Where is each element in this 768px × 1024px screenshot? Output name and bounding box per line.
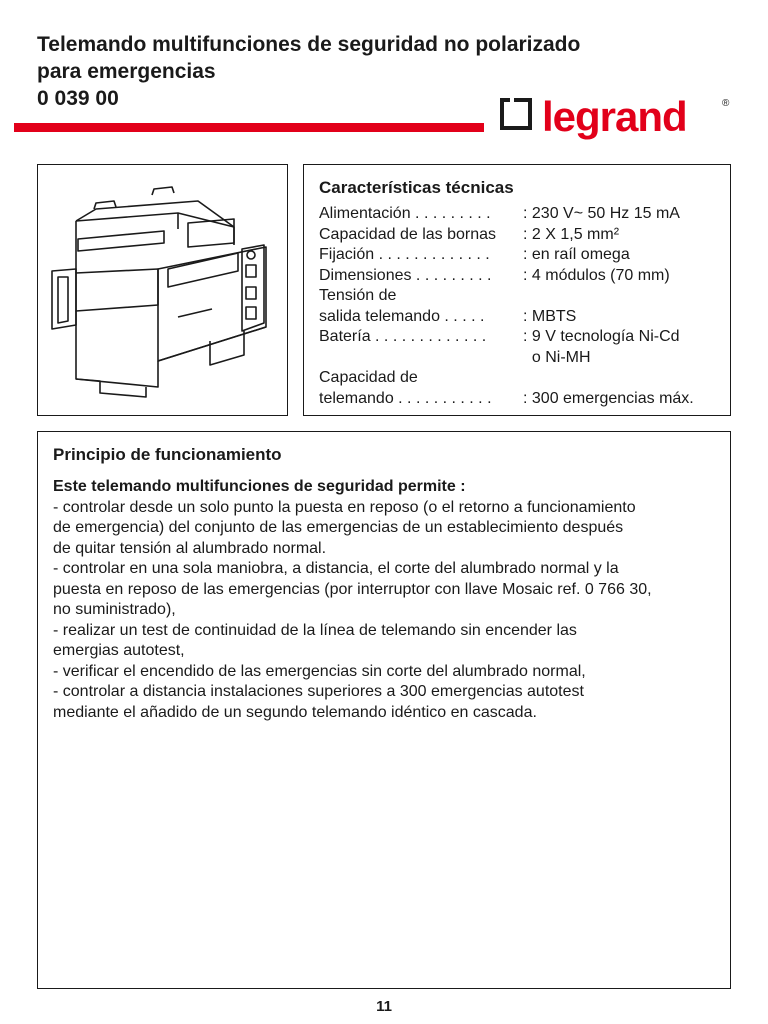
product-reference: 0 039 00 [37,87,119,110]
principle-line: - controlar desde un solo punto la puesta en reposo (o el retorno a funcionamiento [53,498,636,516]
operating-principle-box [37,431,731,989]
title-line-1: Telemando multifunciones de seguridad no polarizado [37,33,581,56]
principle-line: puesta en reposo de las emergencias (por interruptor con llave Mosaic ref. 0 766 30, [53,580,652,598]
principle-lead: Este telemando multifunciones de seguridad permite : [53,478,466,495]
principle-line: no suministrado), [53,601,176,618]
principle-body [53,477,725,723]
din-rail-module-illustration-icon [38,165,286,414]
principle-line: - verificar el encendido de las emergencias sin corte del alumbrado normal, [53,662,586,680]
spec-value: : 300 emergencias máx. [523,389,694,407]
logo-wordmark: legrand [542,93,687,140]
spec-label: Capacidad de las bornas [319,225,497,243]
spec-label: salida telemando . . . . . [319,307,485,325]
specs-heading: Características técnicas [319,178,514,197]
spec-label: Dimensiones . . . . . . . . . [319,266,492,284]
spec-label: Batería . . . . . . . . . . . . . [319,328,487,345]
principle-line: de emergencia) del conjunto de las emergencias de un establecimiento después [53,519,624,536]
principle-line: - controlar a distancia instalaciones superiores a 300 emergencias autotest [53,683,584,700]
spec-value: : MBTS [523,307,577,325]
principle-line: - controlar en una sola maniobra, a distancia, el corte del alumbrado normal y la [53,560,619,577]
principle-line: - realizar un test de continuidad de la línea de telemando sin encender las [53,621,577,639]
title-line-2: para emergencias [37,60,216,83]
spec-label: Alimentación . . . . . . . . . [319,205,491,222]
principle-line: de quitar tensión al alumbrado normal. [53,539,327,557]
spec-value: : en raíl omega [523,246,630,263]
red-divider-bar [14,123,484,132]
spec-label: Capacidad de [319,369,418,386]
principle-line: emergias autotest, [53,642,185,659]
spec-label: Fijación . . . . . . . . . . . . . [319,246,490,263]
principle-heading: Principio de funcionamiento [53,445,282,464]
spec-value: : 230 V~ 50 Hz 15 mA [523,205,680,222]
principle-line: mediante el añadido de un segundo telemando idéntico en cascada. [53,703,537,721]
page-number: 11 [376,998,392,1015]
spec-value: : 2 X 1,5 mm² [523,225,620,243]
spec-label: telemando . . . . . . . . . . . [319,389,492,407]
legrand-logo [498,92,734,152]
technical-characteristics-box [303,164,731,416]
product-image-box [37,164,288,416]
spec-label: Tensión de [319,287,397,304]
spec-value: : 9 V tecnología Ni-Cd [523,328,680,345]
spec-value: : 4 módulos (70 mm) [523,266,670,284]
spec-value: o Ni-MH [523,348,591,366]
registered-mark: ® [722,98,730,109]
